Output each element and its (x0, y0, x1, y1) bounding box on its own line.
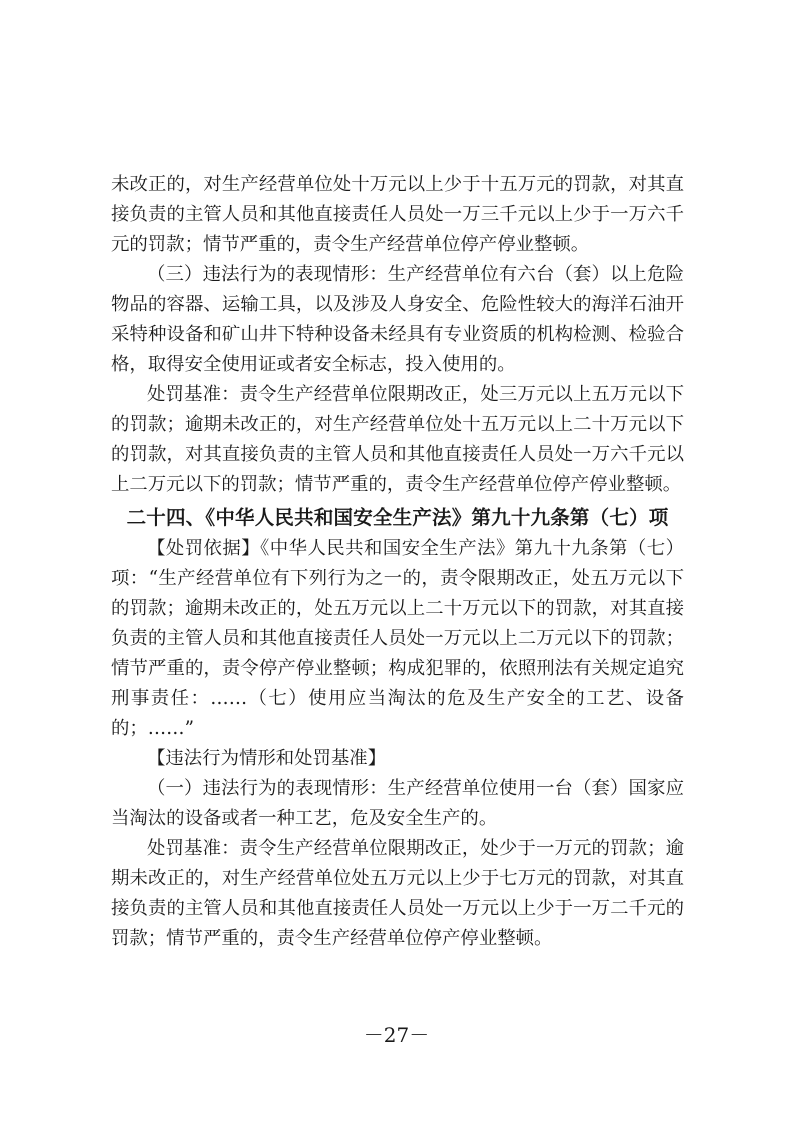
document-body (111, 170, 684, 954)
paragraph-penalty-basis: 【处罚依据】《中华人民共和国安全生产法》第九十九条第（七）项：“生产经营单位有下列行为之一的，责令限期改正，处五万元以下的罚款；逾期未改正的，处五万元以上二十万元以下的罚款，对其直接负责的主管人员和其他直接责任人员处一万元以上二万元以下的罚款；情节严重的，责令停产停业整顿；构成犯罪的，依照刑法有关规定追究刑事责任：……（七）使用应当淘汰的危及生产安全的工艺、设备的；……” (111, 538, 684, 739)
paragraph-violation-case-three: （三）违法行为的表现情形：生产经营单位有六台（套）以上危险物品的容器、运输工具，以及涉及人身安全、危险性较大的海洋石油开采特种设备和矿山井下特种设备未经具有专业资质的机构检测、检验合格，取得安全使用证或者安全标志，投入使用的。 (111, 264, 684, 375)
paragraph-continuation: 未改正的，对生产经营单位处十万元以上少于十五万元的罚款，对其直接负责的主管人员和其他直接责任人员处一万三千元以上少于一万六千元的罚款；情节严重的，责令生产经营单位停产停业整顿。 (111, 174, 684, 255)
page-number: －27－ (363, 1023, 430, 1047)
paragraph-penalty-standard: 处罚基准：责令生产经营单位限期改正，处三万元以上五万元以下的罚款；逾期未改正的，对生产经营单位处十五万元以上二十万元以下的罚款，对其直接负责的主管人员和其他直接责任人员处一万六千元以上二万元以下的罚款；情节严重的，责令生产经营单位停产停业整顿。 (111, 384, 684, 495)
section-heading: 二十四、《中华人民共和国安全生产法》第九十九条第（七）项 (126, 506, 669, 529)
paragraph-penalty-standard-case-one: 处罚基准：责令生产经营单位限期改正，处少于一万元的罚款；逾期未改正的，对生产经营单位处五万元以上少于七万元的罚款，对其直接负责的主管人员和其他直接责任人员处一万元以上少于一万二千元的罚款；情节严重的，责令生产经营单位停产停业整顿。 (111, 838, 684, 949)
paragraph-subheading: 【违法行为情形和处罚基准】 (147, 748, 387, 769)
paragraph-violation-case-one: （一）违法行为的表现情形：生产经营单位使用一台（套）国家应当淘汰的设备或者一种工艺，危及安全生产的。 (111, 778, 684, 829)
